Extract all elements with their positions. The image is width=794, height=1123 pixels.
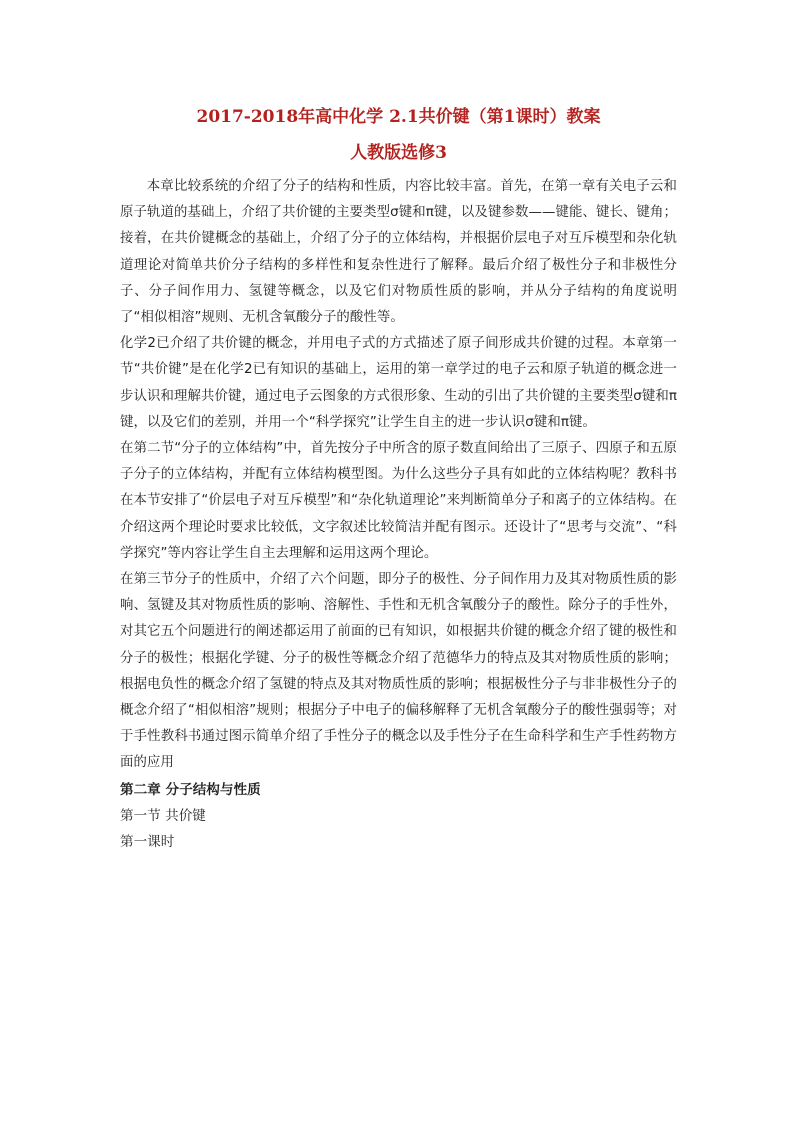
lesson-heading: 第一课时 [120, 833, 175, 850]
intro-paragraph: 本章比较系统的介绍了分子的结构和性质，内容比较丰富。首先，在第一章有关电子云和原子轨道的基础上，介绍了共价键的主要类型σ键和π键，以及键参数——键能、键长、键角；接着，在共价键概念的基础上，介绍了分子的立体结构，并根据价层电子对互斥模型和杂化轨道理论对简单共价分子结构的多样性和复杂性进行了解释。最后介绍了极性分子和非极性分子、分子间作用力、氢键等概念，以及它们对物质性质的影响，并从分子结构的角度说明了“相似相溶”规则、无机含氧酸分子的酸性等。 [120, 179, 677, 326]
document-title: 2017-2018年高中化学 2.1共价键（第1课时）教案 [196, 107, 601, 127]
section-two-paragraph: 在第二节“分子的立体结构”中，首先按分子中所含的原子数直间给出了三原子、四原子和五原子分子的立体结构，并配有立体结构模型图。为什么这些分子具有如此的立体结构呢？教科书在本节安排了“价层电子对互斥模型”和“杂化轨道理论”来判断简单分子和离子的立体结构。在介绍这两个理论时要求比较低，文字叙述比较简洁并配有图示。还设计了“思考与交流”、“科学探究”等内容让学生自主去理解和运用这两个理论。 [120, 441, 677, 561]
section-three-paragraph: 在第三节分子的性质中，介绍了六个问题，即分子的极性、分子间作用力及其对物质性质的影响、氢键及其对物质性质的影响、溶解性、手性和无机含氧酸分子的酸性。除分子的手性外，对其它五个问题进行的阐述都运用了前面的已有知识，如根据共价键的概念介绍了键的极性和分子的极性；根据化学键、分子的极性等概念介绍了范德华力的特点及其对物质性质的影响；根据电负性的概念介绍了氢键的特点及其对物质性质的影响；根据极性分子与非非极性分子的概念介绍了“相似相溶”规则；根据分子中电子的偏移解释了无机含氧酸分子的酸性强弱等；对于手性教科书通过图示简单介绍了手性分子的概念以及手性分子在生命科学和生产手性药物方面的应用 [120, 572, 677, 771]
chapter-heading: 第二章 分子结构与性质 [120, 781, 261, 798]
section-heading: 第一节 共价键 [120, 807, 206, 824]
section-one-paragraph: 化学2已介绍了共价键的概念，并用电子式的方式描述了原子间形成共价键的过程。本章第一节“共价键”是在化学2已有知识的基础上，运用的第一章学过的电子云和原子轨道的概念进一步认识和理解共价键，通过电子云图象的方式很形象、生动的引出了共价键的主要类型σ键和π键，以及它们的差别，并用一个“科学探究”让学生自主的进一步认识σ键和π键。 [120, 336, 677, 430]
document-subtitle: 人教版选修3 [350, 143, 447, 163]
